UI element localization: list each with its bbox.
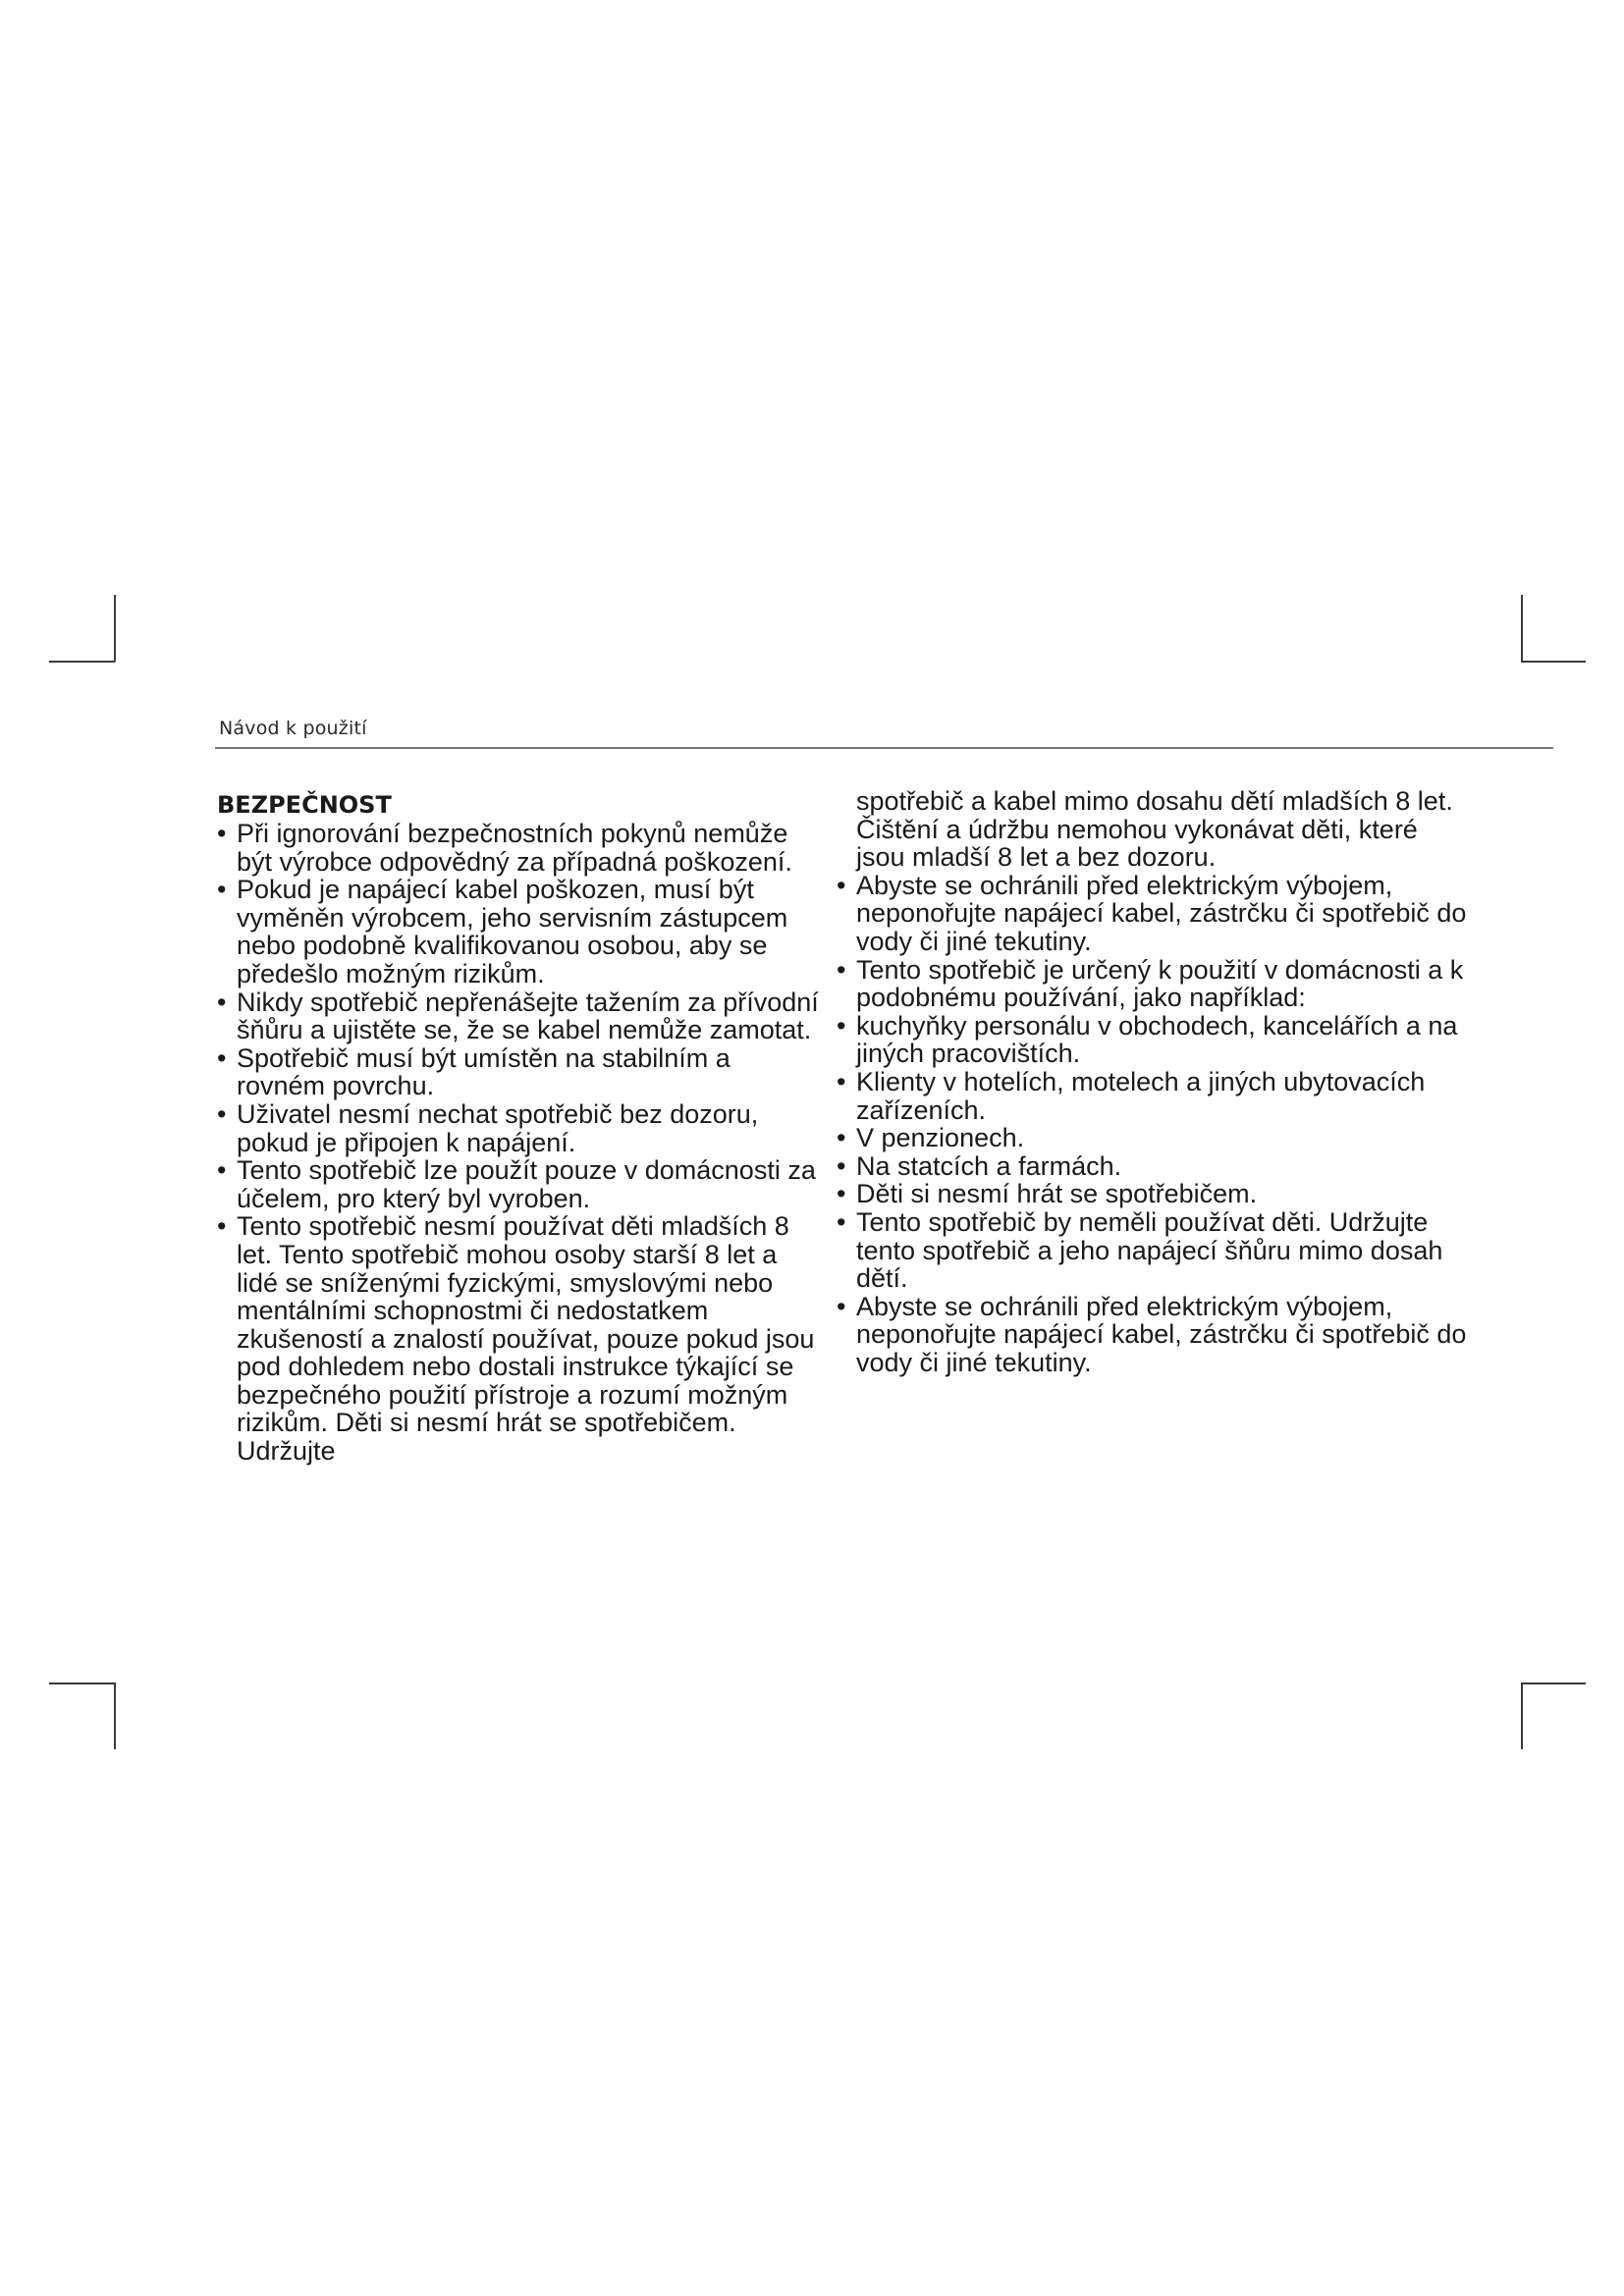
left-column — [215, 790, 824, 1466]
crop-mark-bottom-left-horizontal — [49, 1682, 115, 1684]
list-item: • Abyste se ochránili před elektrickým výbojem, neponořujte napájecí kabel, zástrčku či spotřebič do vody či jiné tekutiny. — [835, 1293, 1473, 1377]
list-item: • Tento spotřebič je určený k použití v domácnosti a k podobnému používání, jako například: — [835, 956, 1473, 1012]
list-item: • Tento spotřebič by neměli používat děti. Udržujte tento spotřebič a jeho napájecí šňůru mimo dosah dětí. — [835, 1208, 1473, 1293]
list-item: • Tento spotřebič nesmí používat děti mladších 8 let. Tento spotřebič mohou osoby starší 8 let a lidé se sníženými fyzickými, smyslovými nebo mentálními schopnostmi či nedostatkem zkušeností a znalostí používat, pouze pokud jsou pod dohledem nebo dostali instrukce týkající se bezpečného použití přístroje a rozumí možným rizikům. Děti si nesmí hrát se spotřebičem. Udržujte — [215, 1212, 824, 1465]
list-item: • Děti si nesmí hrát se spotřebičem. — [835, 1180, 1473, 1208]
list-item: • Spotřebič musí být umístěn na stabilním a rovném povrchu. — [215, 1044, 824, 1100]
page-header-title: Návod k použití — [219, 718, 367, 739]
list-item: • Tento spotřebič lze použít pouze v domácnosti za účelem, pro který byl vyroben. — [215, 1156, 824, 1212]
crop-mark-top-left-vertical — [114, 595, 116, 662]
list-item: • Uživatel nesmí nechat spotřebič bez dozoru, pokud je připojen k napájení. — [215, 1100, 824, 1156]
list-item: • Abyste se ochránili před elektrickým výbojem, neponořujte napájecí kabel, zástrčku či spotřebič do vody či jiné tekutiny. — [835, 872, 1473, 956]
right-column — [835, 787, 1473, 1376]
crop-mark-top-right-horizontal — [1521, 661, 1586, 663]
list-item: • Při ignorování bezpečnostních pokynů nemůže být výrobce odpovědný za případná poškození. — [215, 820, 824, 876]
list-item: • Pokud je napájecí kabel poškozen, musí být vyměněn výrobcem, jeho servisním zástupcem nebo podobně kvalifikovanou osobou, aby se předešlo možným rizikům. — [215, 876, 824, 988]
safety-list-left — [215, 820, 824, 1466]
section-heading: BEZPEČNOST — [217, 791, 392, 819]
list-item: • V penzionech. — [835, 1124, 1473, 1152]
crop-mark-top-right-vertical — [1521, 595, 1523, 662]
crop-mark-bottom-right-horizontal — [1521, 1682, 1586, 1684]
crop-mark-top-left-horizontal — [49, 661, 115, 663]
safety-list-right — [835, 872, 1473, 1377]
list-item: • kuchyňky personálu v obchodech, kancelářích a na jiných pracovištích. — [835, 1012, 1473, 1068]
continued-paragraph: spotřebič a kabel mimo dosahu dětí mladších 8 let. Čištění a údržbu nemohou vykonávat děti, které jsou mladší 8 let a bez dozoru. — [856, 786, 1453, 873]
crop-mark-bottom-left-vertical — [114, 1682, 116, 1749]
header-divider — [215, 747, 1553, 749]
list-item: • Na statcích a farmách. — [835, 1152, 1473, 1181]
crop-mark-bottom-right-vertical — [1521, 1682, 1523, 1749]
list-item: • Klienty v hotelích, motelech a jiných ubytovacích zařízeních. — [835, 1068, 1473, 1124]
list-item: • Nikdy spotřebič nepřenášejte tažením za přívodní šňůru a ujistěte se, že se kabel nemůže zamotat. — [215, 988, 824, 1044]
